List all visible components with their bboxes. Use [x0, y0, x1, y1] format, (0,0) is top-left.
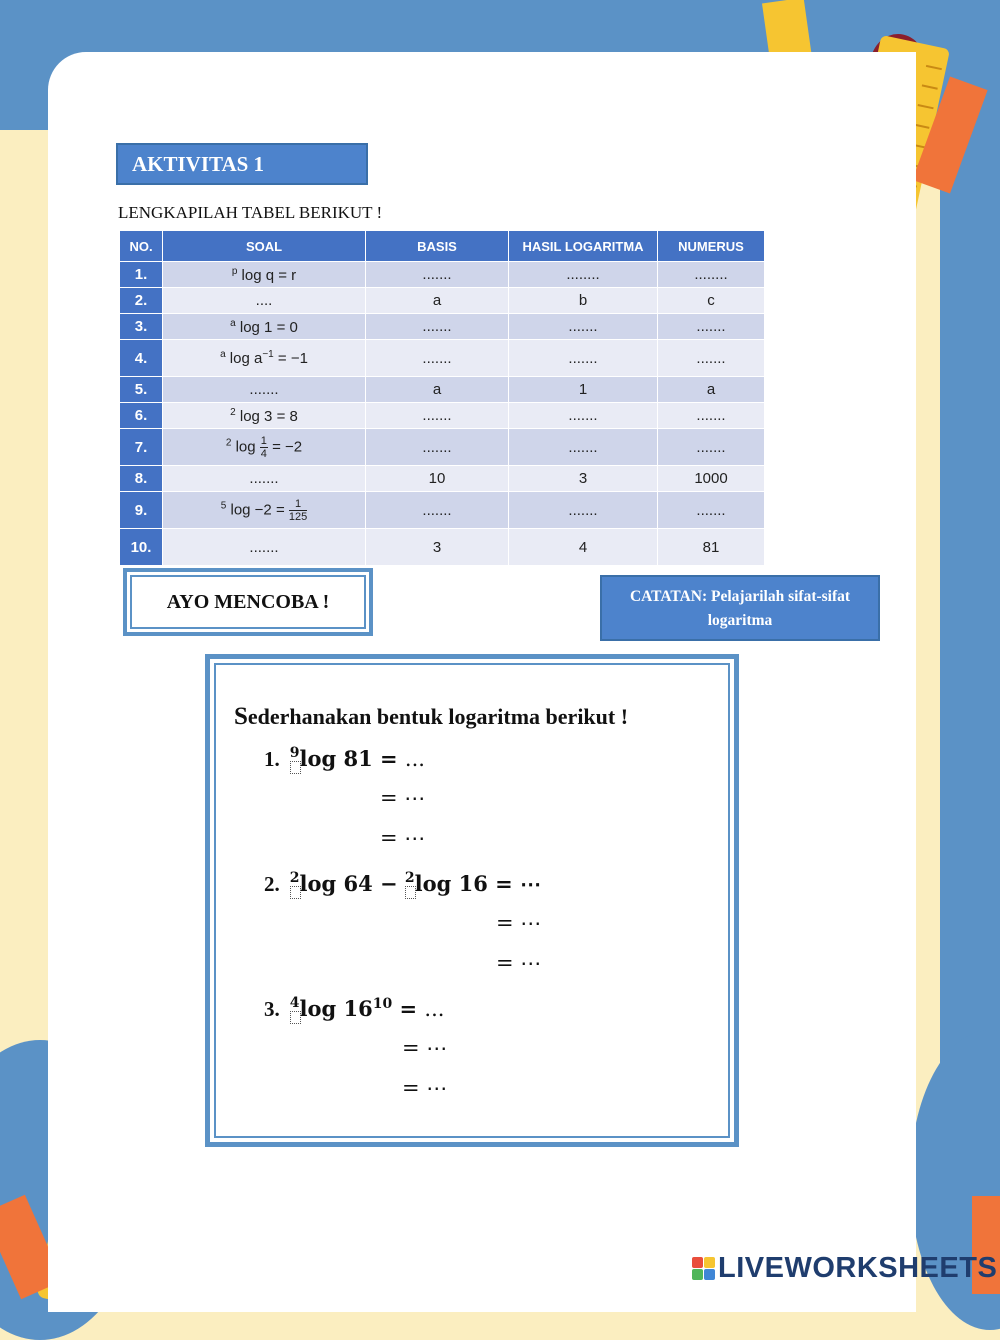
table-instruction: LENGKAPILAH TABEL BERIKUT !	[118, 203, 383, 222]
numerus-cell[interactable]: .......	[658, 340, 765, 377]
numerus-cell[interactable]: .......	[658, 403, 765, 429]
activity-title: AKTIVITAS 1	[116, 143, 368, 185]
hasil-cell: 4	[509, 529, 658, 566]
soal-cell: $^2$ log 3 = 8	[163, 403, 366, 429]
basis-cell: a	[366, 288, 509, 314]
hasil-cell: b	[509, 288, 658, 314]
row-number: 3.	[120, 314, 163, 340]
soal-cell: $^p$ log q = r	[163, 262, 366, 288]
soal-cell[interactable]: .......	[163, 377, 366, 403]
table-row	[120, 262, 765, 288]
basis-cell[interactable]: .......	[366, 492, 509, 529]
fraction: $\frac{1}{125}$	[288, 497, 308, 523]
soal-cell: $^2$ log $\frac{1}{4}$ = −2	[163, 429, 366, 466]
basis-cell: 10	[366, 466, 509, 492]
hasil-cell[interactable]: .......	[509, 403, 658, 429]
row-number: 5.	[120, 377, 163, 403]
table-header-row	[120, 231, 765, 262]
numerus-cell[interactable]: ........	[658, 262, 765, 288]
basis-cell[interactable]: .......	[366, 429, 509, 466]
header-numerus: NUMERUS	[658, 231, 765, 262]
table-row	[120, 429, 765, 466]
numerus-cell[interactable]: .......	[658, 429, 765, 466]
numerus-cell: a	[658, 377, 765, 403]
numerus-cell[interactable]: .......	[658, 492, 765, 529]
table-row	[120, 377, 765, 403]
answer-line[interactable]: = ⋯	[496, 911, 542, 935]
answer-line[interactable]: = ⋯	[402, 1076, 448, 1100]
soal-cell: $^a$ log 1 = 0	[163, 314, 366, 340]
numerus-cell: 81	[658, 529, 765, 566]
table-row	[120, 529, 765, 566]
row-number: 1.	[120, 262, 163, 288]
hasil-cell[interactable]: .......	[509, 340, 658, 377]
fraction: $\frac{1}{4}$	[260, 434, 267, 460]
basis-cell[interactable]: .......	[366, 403, 509, 429]
header-basis: BASIS	[366, 231, 509, 262]
soal-cell[interactable]: ....	[163, 288, 366, 314]
header-soal: SOAL	[163, 231, 366, 262]
ayo-mencoba-label: AYO MENCOBA !	[123, 568, 373, 636]
table-row	[120, 314, 765, 340]
soal-cell[interactable]: .......	[163, 529, 366, 566]
basis-cell[interactable]: .......	[366, 340, 509, 377]
basis-cell[interactable]: .......	[366, 314, 509, 340]
table-row	[120, 466, 765, 492]
soal-cell: $^5$ log −2 = $\frac{1}{125}$	[163, 492, 366, 529]
soal-cell: $^a$ $\log a^{-1} = -1$	[163, 340, 366, 377]
soal-cell[interactable]: .......	[163, 466, 366, 492]
table-row	[120, 403, 765, 429]
row-number: 9.	[120, 492, 163, 529]
row-number: 10.	[120, 529, 163, 566]
hasil-cell[interactable]: .......	[509, 314, 658, 340]
header-hasil: HASIL LOGARITMA	[509, 231, 658, 262]
numerus-cell: 1000	[658, 466, 765, 492]
exercise-item-3: 3. $^4$log $16^{10}$ = ...	[264, 995, 445, 1021]
hasil-cell: 3	[509, 466, 658, 492]
header-no: NO.	[120, 231, 163, 262]
exercise-heading: Sederhanakan bentuk logaritma berikut !	[234, 703, 629, 730]
row-number: 2.	[120, 288, 163, 314]
answer-line[interactable]: = ⋯	[380, 826, 426, 850]
row-number: 4.	[120, 340, 163, 377]
hasil-cell[interactable]: .......	[509, 492, 658, 529]
catatan-note: CATATAN: Pelajarilah sifat-sifat logaritma	[600, 575, 880, 641]
row-number: 6.	[120, 403, 163, 429]
basis-cell: 3	[366, 529, 509, 566]
row-number: 7.	[120, 429, 163, 466]
row-number: 8.	[120, 466, 163, 492]
liveworksheets-icon	[692, 1257, 715, 1280]
table-row	[120, 492, 765, 529]
numerus-cell[interactable]: .......	[658, 314, 765, 340]
answer-line[interactable]: = ⋯	[380, 786, 426, 810]
hasil-cell[interactable]: .......	[509, 429, 658, 466]
logarithm-table	[119, 230, 765, 566]
table-row	[120, 288, 765, 314]
hasil-cell: 1	[509, 377, 658, 403]
exercise-box	[205, 654, 739, 1147]
basis-cell: a	[366, 377, 509, 403]
numerus-cell: c	[658, 288, 765, 314]
exercise-item-2: 2. $^2$log 64 − $^2$log 16 = ⋯	[264, 870, 542, 896]
liveworksheets-logo[interactable]	[692, 1252, 997, 1285]
answer-line[interactable]: = ⋯	[496, 951, 542, 975]
brand-text: LIVEWORKSHEETS	[718, 1252, 998, 1284]
basis-cell[interactable]: .......	[366, 262, 509, 288]
hasil-cell[interactable]: ........	[509, 262, 658, 288]
answer-line[interactable]: = ⋯	[402, 1036, 448, 1060]
exercise-item-1: 1. $^9$log 81 = ...	[264, 745, 425, 771]
table-row	[120, 340, 765, 377]
